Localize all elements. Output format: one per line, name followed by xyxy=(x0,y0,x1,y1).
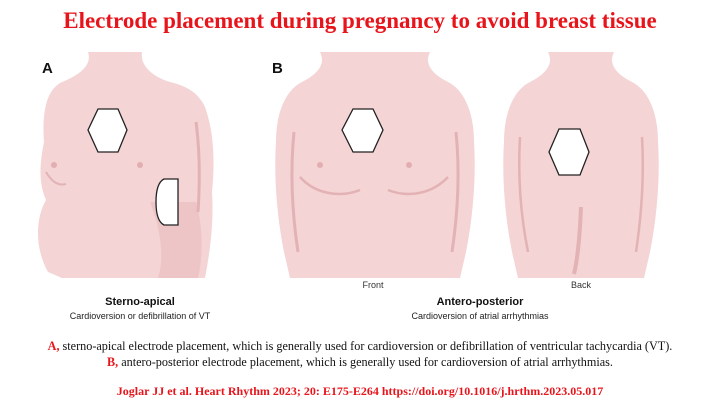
panel-a-caption-subtitle: Cardioversion or defibrillation of VT xyxy=(69,311,211,321)
front-view-label: Front xyxy=(362,280,384,290)
electrode-figure xyxy=(0,52,720,292)
panel-b-caption-subtitle: Cardioversion of atrial arrhythmias xyxy=(411,311,549,321)
description-a-label: A, xyxy=(47,339,60,353)
figure-b-back-torso xyxy=(503,52,658,278)
torso-a-nipple-left xyxy=(51,162,57,168)
panel-b-caption-title: Antero-posterior xyxy=(436,296,524,308)
electrode-pad-apical[interactable] xyxy=(156,179,178,225)
torso-b-front-nipple-left xyxy=(317,162,323,168)
figure-b-front-torso xyxy=(275,52,474,278)
description-a-text: sterno-apical electrode placement, which is generally used for cardioversion or defibrillation of ventricular tachycardia (VT). xyxy=(59,339,673,353)
figure-a-pregnant-torso xyxy=(38,52,214,278)
torso-a-nipple-right xyxy=(137,162,143,168)
description-a xyxy=(0,339,720,354)
panel-a-letter: A xyxy=(42,60,53,77)
citation: Joglar JJ et al. Heart Rhythm 2023; 20: E175-E264 https://doi.org/10.1016/j.hrthm.2023.05.017 xyxy=(116,384,604,398)
torso-b-front-body xyxy=(275,52,474,278)
description-b-text: antero-posterior electrode placement, which is generally used for cardioversion of atrial arrhythmias. xyxy=(118,355,613,369)
description-b-label: B, xyxy=(107,355,119,369)
torso-b-front-nipple-right xyxy=(406,162,412,168)
panel-a-caption-title: Sterno-apical xyxy=(105,296,175,308)
back-view-label: Back xyxy=(570,280,591,290)
page-title: Electrode placement during pregnancy to avoid breast tissue xyxy=(63,8,657,33)
description-b xyxy=(0,355,720,370)
panel-b-letter: B xyxy=(272,60,283,77)
